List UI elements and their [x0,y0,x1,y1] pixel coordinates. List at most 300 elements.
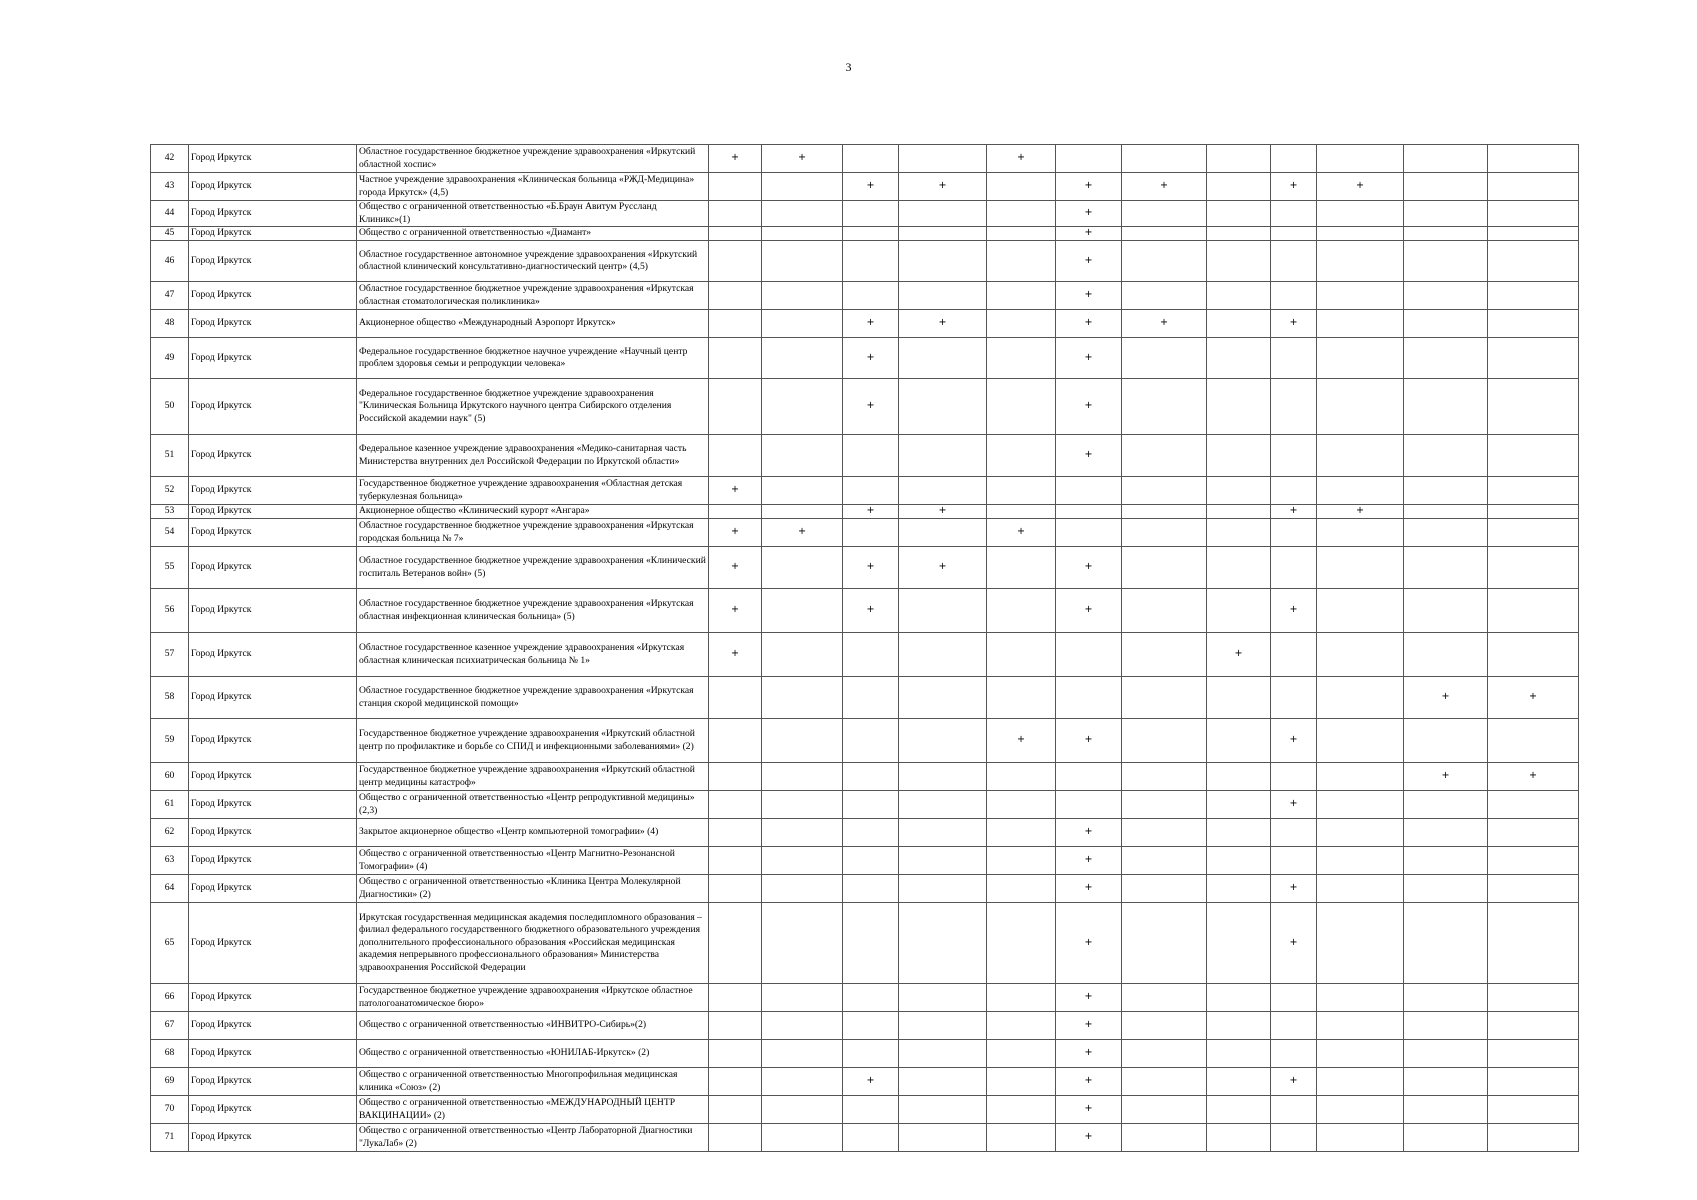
mark-cell [987,589,1056,633]
mark-cell [899,677,987,719]
city-cell: Город Иркутск [189,589,357,633]
city-cell: Город Иркутск [189,1096,357,1124]
row-number: 68 [151,1040,189,1068]
mark-cell [987,1096,1056,1124]
mark-cell [1488,505,1579,519]
mark-cell [1317,435,1404,477]
mark-cell [1404,477,1488,505]
mark-cell [762,1096,843,1124]
organization-cell: Акционерное общество «Международный Аэропорт Иркутск» [357,310,709,338]
mark-cell: + [1056,1012,1122,1040]
mark-cell [843,819,899,847]
mark-cell [1404,719,1488,763]
city-cell: Город Иркутск [189,633,357,677]
mark-cell [843,519,899,547]
mark-cell [1207,547,1271,589]
mark-cell [1488,201,1579,227]
mark-cell [1271,1012,1317,1040]
mark-cell [1317,903,1404,984]
mark-cell [1207,719,1271,763]
mark-cell [1122,145,1207,173]
table-row [151,633,1579,677]
mark-cell [1488,282,1579,310]
city-cell: Город Иркутск [189,310,357,338]
mark-cell [1122,763,1207,791]
row-number: 64 [151,875,189,903]
row-number: 69 [151,1068,189,1096]
mark-cell [1404,547,1488,589]
mark-cell: + [843,1068,899,1096]
mark-cell [1122,589,1207,633]
mark-cell [762,633,843,677]
mark-cell [1207,903,1271,984]
mark-cell [709,227,762,241]
mark-cell [843,241,899,282]
mark-cell [843,1040,899,1068]
mark-cell [1207,1012,1271,1040]
mark-cell: + [1056,547,1122,589]
mark-cell [1404,875,1488,903]
mark-cell [1404,145,1488,173]
mark-cell: + [1122,310,1207,338]
mark-cell [1207,1040,1271,1068]
mark-cell [899,1096,987,1124]
mark-cell [1404,1096,1488,1124]
organization-cell: Общество с ограниченной ответственностью «Б.Браун Авитум Руссланд Клиникс»(1) [357,201,709,227]
mark-cell [762,791,843,819]
mark-cell [987,379,1056,435]
mark-cell: + [1056,819,1122,847]
mark-cell [709,903,762,984]
mark-cell [987,477,1056,505]
mark-cell [1404,633,1488,677]
mark-cell [762,241,843,282]
mark-cell [843,282,899,310]
mark-cell [762,875,843,903]
table-row [151,791,1579,819]
mark-cell: + [1207,633,1271,677]
mark-cell [843,201,899,227]
mark-cell [1488,633,1579,677]
mark-cell [987,633,1056,677]
mark-cell [1207,875,1271,903]
city-cell: Город Иркутск [189,173,357,201]
mark-cell [1488,819,1579,847]
organization-cell: Областное государственное казенное учреждение здравоохранения «Иркутская областная клиническая психиатрическая больница № 1» [357,633,709,677]
mark-cell [1207,282,1271,310]
mark-cell [1488,903,1579,984]
mark-cell [762,477,843,505]
mark-cell [1317,547,1404,589]
mark-cell: + [1317,505,1404,519]
mark-cell [762,903,843,984]
mark-cell [899,1124,987,1152]
mark-cell: + [709,589,762,633]
table-row [151,1068,1579,1096]
mark-cell [1488,310,1579,338]
organization-cell: Частное учреждение здравоохранения «Клиническая больница «РЖД-Медицина» города Иркутск» (4,5) [357,173,709,201]
mark-cell [1056,477,1122,505]
mark-cell [1488,241,1579,282]
mark-cell [1404,1068,1488,1096]
organization-cell: Иркутская государственная медицинская академия последипломного образования – филиал федерального государственного бюджетного образовательного учреждения дополнительного профессионального образования «Российская медицинская академия непрерывного профессионального образования» Министерства здравоохранения Российской Федерации [357,903,709,984]
city-cell: Город Иркутск [189,847,357,875]
mark-cell [1317,763,1404,791]
mark-cell: + [899,505,987,519]
mark-cell [1488,984,1579,1012]
row-number: 45 [151,227,189,241]
mark-cell [843,875,899,903]
mark-cell [987,847,1056,875]
organization-cell: Государственное бюджетное учреждение здравоохранения «Иркутский областной центр медицины катастроф» [357,763,709,791]
mark-cell [709,435,762,477]
mark-cell: + [1404,763,1488,791]
mark-cell: + [1271,173,1317,201]
mark-cell: + [843,310,899,338]
city-cell: Город Иркутск [189,547,357,589]
mark-cell: + [899,173,987,201]
mark-cell [1317,875,1404,903]
mark-cell [709,763,762,791]
mark-cell [1404,227,1488,241]
mark-cell [1271,435,1317,477]
mark-cell [1488,338,1579,379]
mark-cell [1122,847,1207,875]
mark-cell [1488,145,1579,173]
city-cell: Город Иркутск [189,763,357,791]
organization-cell: Общество с ограниченной ответственностью «Клиника Центра Молекулярной Диагностики» (2) [357,875,709,903]
organization-cell: Государственное бюджетное учреждение здравоохранения «Иркутское областное патологоанатомическое бюро» [357,984,709,1012]
mark-cell [762,310,843,338]
row-number: 59 [151,719,189,763]
mark-cell [709,1068,762,1096]
mark-cell: + [1271,875,1317,903]
city-cell: Город Иркутск [189,719,357,763]
mark-cell [1056,677,1122,719]
mark-cell [1207,201,1271,227]
mark-cell [987,819,1056,847]
mark-cell [1271,477,1317,505]
mark-cell [1122,547,1207,589]
city-cell: Город Иркутск [189,505,357,519]
mark-cell [987,338,1056,379]
mark-cell [1488,875,1579,903]
mark-cell [1488,1096,1579,1124]
mark-cell [762,719,843,763]
mark-cell [899,1040,987,1068]
mark-cell [1207,791,1271,819]
mark-cell: + [1056,379,1122,435]
mark-cell [1488,1068,1579,1096]
mark-cell [1271,547,1317,589]
row-number: 53 [151,505,189,519]
row-number: 57 [151,633,189,677]
mark-cell [843,1124,899,1152]
table-row [151,338,1579,379]
mark-cell: + [843,338,899,379]
table-row [151,1124,1579,1152]
mark-cell [987,1040,1056,1068]
mark-cell: + [1056,847,1122,875]
table-row [151,547,1579,589]
mark-cell [843,145,899,173]
table-row [151,719,1579,763]
row-number: 48 [151,310,189,338]
mark-cell [1207,338,1271,379]
mark-cell [1317,984,1404,1012]
mark-cell [762,201,843,227]
mark-cell [899,763,987,791]
row-number: 63 [151,847,189,875]
mark-cell [1207,677,1271,719]
mark-cell [762,379,843,435]
mark-cell: + [1056,282,1122,310]
table-row [151,1040,1579,1068]
mark-cell [1404,282,1488,310]
mark-cell [987,173,1056,201]
mark-cell [1122,338,1207,379]
mark-cell [899,145,987,173]
mark-cell [1207,241,1271,282]
mark-cell [1317,847,1404,875]
mark-cell [899,227,987,241]
city-cell: Город Иркутск [189,819,357,847]
mark-cell [899,903,987,984]
mark-cell [1207,310,1271,338]
mark-cell [843,719,899,763]
table-row [151,1096,1579,1124]
mark-cell [1122,241,1207,282]
mark-cell [1317,819,1404,847]
city-cell: Город Иркутск [189,1012,357,1040]
mark-cell [709,310,762,338]
mark-cell [1488,1040,1579,1068]
mark-cell [1404,1012,1488,1040]
organization-cell: Федеральное казенное учреждение здравоохранения «Медико-санитарная часть Министерства внутренних дел Российской Федерации по Иркутской области» [357,435,709,477]
mark-cell: + [1056,241,1122,282]
city-cell: Город Иркутск [189,201,357,227]
mark-cell [1122,903,1207,984]
mark-cell [1271,633,1317,677]
mark-cell [762,984,843,1012]
mark-cell [1122,227,1207,241]
organization-cell: Общество с ограниченной ответственностью «Центр репродуктивной медицины» (2,3) [357,791,709,819]
organization-cell: Областное государственное бюджетное учреждение здравоохранения «Иркутская городская больница № 7» [357,519,709,547]
mark-cell: + [987,519,1056,547]
table-row [151,201,1579,227]
mark-cell [987,227,1056,241]
mark-cell [1404,173,1488,201]
mark-cell: + [1404,677,1488,719]
mark-cell: + [1056,903,1122,984]
mark-cell: + [709,477,762,505]
organization-cell: Общество с ограниченной ответственностью Многопрофильная медицинская клиника «Союз» (2) [357,1068,709,1096]
mark-cell: + [1056,984,1122,1012]
mark-cell: + [1056,435,1122,477]
mark-cell [709,677,762,719]
row-number: 47 [151,282,189,310]
mark-cell: + [709,145,762,173]
mark-cell [1207,819,1271,847]
mark-cell [1271,819,1317,847]
mark-cell: + [1056,589,1122,633]
organization-cell: Общество с ограниченной ответственностью «ИНВИТРО-Сибирь»(2) [357,1012,709,1040]
mark-cell [1404,435,1488,477]
mark-cell [1317,145,1404,173]
organization-cell: Областное государственное бюджетное учреждение здравоохранения «Иркутская областная инфекционная клиническая больница» (5) [357,589,709,633]
table-row [151,435,1579,477]
mark-cell [1122,791,1207,819]
mark-cell [1271,145,1317,173]
mark-cell [762,1068,843,1096]
city-cell: Город Иркутск [189,477,357,505]
mark-cell [1207,227,1271,241]
mark-cell: + [1271,505,1317,519]
mark-cell [1207,1096,1271,1124]
table-row [151,519,1579,547]
row-number: 52 [151,477,189,505]
mark-cell [1404,519,1488,547]
mark-cell [1317,338,1404,379]
mark-cell [1404,379,1488,435]
row-number: 66 [151,984,189,1012]
mark-cell [1271,282,1317,310]
mark-cell [709,1096,762,1124]
mark-cell [762,435,843,477]
row-number: 62 [151,819,189,847]
mark-cell [899,201,987,227]
mark-cell [1122,1068,1207,1096]
row-number: 70 [151,1096,189,1124]
mark-cell [1488,477,1579,505]
city-cell: Город Иркутск [189,903,357,984]
mark-cell [1056,633,1122,677]
mark-cell [1488,589,1579,633]
mark-cell: + [843,173,899,201]
mark-cell [1404,847,1488,875]
mark-cell [899,633,987,677]
mark-cell [709,719,762,763]
mark-cell: + [843,589,899,633]
mark-cell [1317,791,1404,819]
mark-cell [1122,1040,1207,1068]
mark-cell [709,1040,762,1068]
city-cell: Город Иркутск [189,338,357,379]
mark-cell [1122,1124,1207,1152]
mark-cell [843,903,899,984]
organization-cell: Закрытое акционерное общество «Центр компьютерной томографии» (4) [357,819,709,847]
table-row [151,282,1579,310]
row-number: 71 [151,1124,189,1152]
row-number: 55 [151,547,189,589]
mark-cell [1122,201,1207,227]
mark-cell [899,435,987,477]
mark-cell: + [1271,310,1317,338]
mark-cell [899,338,987,379]
mark-cell [1317,633,1404,677]
mark-cell: + [1488,677,1579,719]
mark-cell [1488,519,1579,547]
mark-cell [762,677,843,719]
mark-cell [1317,519,1404,547]
city-cell: Город Иркутск [189,519,357,547]
mark-cell [1404,241,1488,282]
mark-cell [1122,1012,1207,1040]
mark-cell [899,519,987,547]
mark-cell [762,763,843,791]
mark-cell: + [899,310,987,338]
mark-cell [1056,505,1122,519]
mark-cell [1404,310,1488,338]
table-row [151,677,1579,719]
organization-cell: Областное государственное бюджетное учреждение здравоохранения «Иркутская станция скорой медицинской помощи» [357,677,709,719]
mark-cell [843,847,899,875]
mark-cell [709,1124,762,1152]
mark-cell [1271,201,1317,227]
mark-cell [1271,984,1317,1012]
mark-cell [762,338,843,379]
mark-cell [1488,719,1579,763]
mark-cell [709,338,762,379]
mark-cell [843,227,899,241]
mark-cell: + [899,547,987,589]
mark-cell [987,547,1056,589]
mark-cell [709,984,762,1012]
mark-cell: + [1056,719,1122,763]
mark-cell [987,201,1056,227]
mark-cell [899,1068,987,1096]
mark-cell [1404,589,1488,633]
mark-cell [987,310,1056,338]
mark-cell [1317,241,1404,282]
organization-cell: Государственное бюджетное учреждение здравоохранения «Областная детская туберкулезная больница» [357,477,709,505]
mark-cell [1488,547,1579,589]
mark-cell [709,173,762,201]
organization-cell: Федеральное государственное бюджетное учреждение здравоохранения "Клиническая Больница Иркутского научного центра Сибирского отделения Российской академии наук" (5) [357,379,709,435]
city-cell: Город Иркутск [189,875,357,903]
mark-cell [1122,819,1207,847]
row-number: 61 [151,791,189,819]
mark-cell [1488,1012,1579,1040]
mark-cell: + [762,519,843,547]
mark-cell [1404,819,1488,847]
mark-cell [899,819,987,847]
mark-cell [1271,763,1317,791]
organization-cell: Областное государственное бюджетное учреждение здравоохранения «Иркутская областная стоматологическая поликлиника» [357,282,709,310]
mark-cell [1122,875,1207,903]
mark-cell [1207,505,1271,519]
mark-cell: + [1056,227,1122,241]
mark-cell [1207,477,1271,505]
mark-cell [1271,519,1317,547]
mark-cell [1488,791,1579,819]
row-number: 44 [151,201,189,227]
mark-cell [1404,791,1488,819]
mark-cell: + [987,719,1056,763]
mark-cell [1488,435,1579,477]
mark-cell [762,547,843,589]
mark-cell [1404,1040,1488,1068]
mark-cell [1122,477,1207,505]
mark-cell [1207,1068,1271,1096]
mark-cell [1317,379,1404,435]
mark-cell [709,201,762,227]
mark-cell [1404,338,1488,379]
organization-cell: Областное государственное бюджетное учреждение здравоохранения «Иркутский областной хоспис» [357,145,709,173]
mark-cell: + [1056,1040,1122,1068]
mark-cell: + [709,633,762,677]
row-number: 65 [151,903,189,984]
